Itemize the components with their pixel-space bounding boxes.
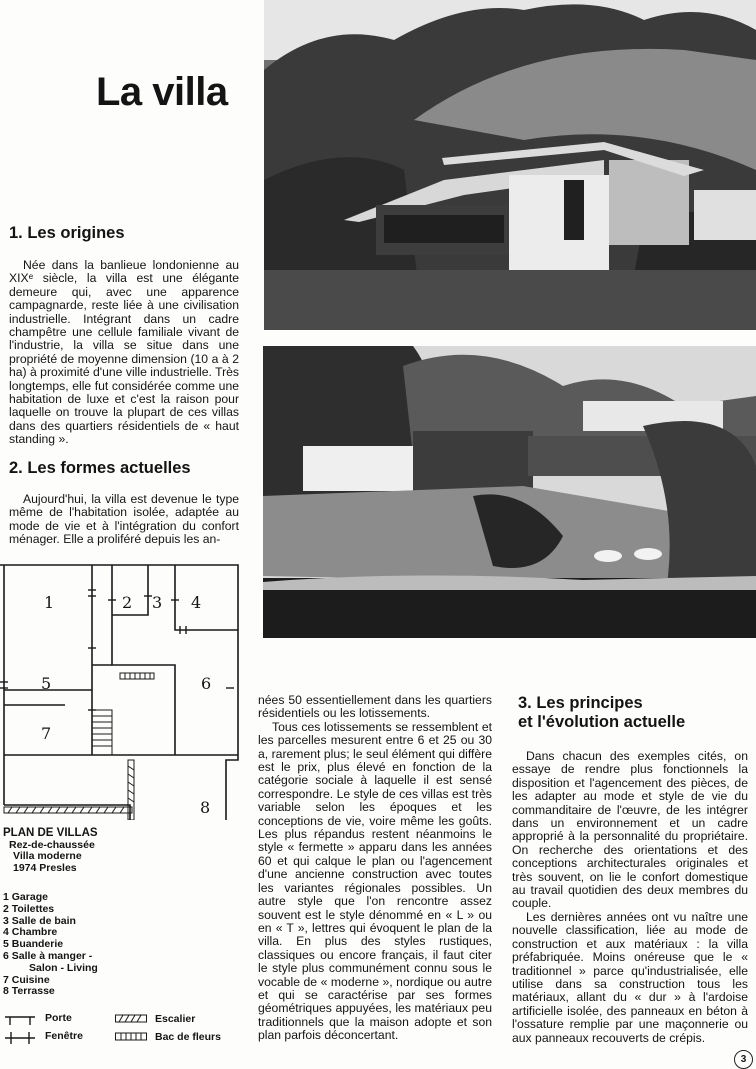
origines-paragraph: Née dans la banlieue londonienne au XIXᵉ siècle, la villa est une élégante demeure qui, avec une apparence campagnarde, reste liée à une civilisation industrielle. Intégrant dans un cadre champêtre une cellule familiale vivant de l'industrie, la villa se situe dans une propriété de moyenne dimension (10 a à 2 ha) à proximité d'une ville industrielle. Très longtemps, elle fut considérée comme une habitation de luxe et c'est la raison pour laquelle on trouve la plupart de ces villas dans des quartiers résidentiels de « haut standing ». xyxy=(9,258,239,447)
formes-paragraph-start: Aujourd'hui, la villa est devenue le type même de l'habitation isolée, adaptée au mode de vie et à l'intégration du confort ménager. Elle a proliféré depuis les an- xyxy=(9,492,239,547)
section-formes-heading: 2. Les formes actuelles xyxy=(9,459,191,477)
legend-room: 8 Terrasse xyxy=(3,985,55,998)
plan-caption-type: Villa moderne xyxy=(13,850,82,862)
principes-paragraph-1: Dans chacun des exemples cités, on essaye de rendre plus fonctionnels la disposition et l'agencement des pièces, de les adapter au mode et style de vie du commanditaire de l'œuvre, de les intégrer dans un environnement et un cadre approprié à la personnalité du propriétaire. On recherche des orientations et des conceptions architecturales originales et très souvent, on lie le confort domestique au travail quotidien des deux membres du couple. xyxy=(512,749,748,911)
room-number-7: 7 xyxy=(41,724,52,743)
plan-room-legend xyxy=(3,892,133,998)
section-origines-text xyxy=(9,259,239,447)
plan-caption-level: Rez-de-chaussée xyxy=(9,838,95,851)
room-number-6: 6 xyxy=(201,674,212,693)
photo-hillside-villa xyxy=(264,0,756,330)
legend-fenetre-label: Fenêtre xyxy=(45,1030,83,1042)
room-number-4: 4 xyxy=(191,593,202,612)
legend-bac-label: Bac de fleurs xyxy=(155,1031,221,1043)
legend-room: 2 Toilettes xyxy=(3,902,55,915)
plan-symbol-legend xyxy=(3,1012,243,1062)
plan-caption xyxy=(3,828,123,874)
page-number: 3 xyxy=(734,1050,753,1069)
room-number-5: 5 xyxy=(41,674,52,693)
legend-escalier-label: Escalier xyxy=(155,1013,196,1025)
room-number-3: 3 xyxy=(152,593,163,612)
section-formes-text-start xyxy=(9,493,239,547)
flower-box-symbol-icon xyxy=(115,1032,147,1042)
floor-plan xyxy=(0,560,244,1066)
formes-paragraph-2: Tous ces lotissements se ressemblent et les parcelles mesurent entre 6 et 25 ou 30 a, rarement plus; le seul élément qui diffère est le prix, plus élevé en fonction de la catégorie sociale à laquelle il est sensé correspondre. Le style de ces villas est très variable selon les époques et les conceptions de vie, voire même les goûts. Les plus répandus restent néanmoins le style « fermette » apparu dans les années 60 et qui calque le plan ou l'agencement d'une ancienne construction avec toutes les variantes régionales possibles. Un autre style que l'on rencontre assez souvent est le style dénommé en « L » ou en « T », lettres qui évoquent le plan de la villa. En plus des styles rustiques, classiques ou encore français, il faut citer le style plus communément connu sous le vocable de « moderne », nordique ou autre et qui se caractérise par ses formes géométriques appuyées, les matériaux peu traditionnels que la maison adopte et son plan parfois déconcertant. xyxy=(258,719,492,1043)
legend-room: 1 Garage xyxy=(3,891,48,903)
principes-heading-line1: 3. Les principes xyxy=(518,694,643,712)
legend-room: Salon - Living xyxy=(29,961,98,974)
room-number-8: 8 xyxy=(200,798,211,817)
formes-paragraph-cont: nées 50 essentiellement dans les quartiers résidentiels ou les lotissements. xyxy=(258,693,492,721)
room-number-1: 1 xyxy=(44,593,55,612)
principes-heading-line2: et l'évolution actuelle xyxy=(518,713,686,731)
legend-room: 5 Buanderie xyxy=(3,938,64,951)
room-number-2: 2 xyxy=(122,593,133,612)
window-symbol-icon xyxy=(5,1032,35,1044)
section-principes-heading xyxy=(518,694,685,732)
plan-caption-place: 1974 Presles xyxy=(13,861,77,874)
section-origines-heading: 1. Les origines xyxy=(9,224,125,242)
section-principes-text xyxy=(512,750,748,1045)
plan-caption-title: PLAN DE VILLAS xyxy=(3,827,98,839)
legend-porte-label: Porte xyxy=(45,1012,72,1024)
photo-garden-villa xyxy=(263,346,756,638)
principes-paragraph-2: Les dernières années ont vu naître une nouvelle classification, liée au mode de construction et aux matériaux : la villa préfabriquée. Moins onéreuse que le « traditionnel » parce qu'industrialisée, elle utilise dans sa construction tous les matériaux, allant du « dur » à l'ardoise artificielle isolée, des panneaux en béton à l'ossature remplie par une maçonnerie ou aux panneaux recouverts de crépis. xyxy=(512,909,748,1045)
legend-room: 7 Cuisine xyxy=(3,973,50,986)
legend-room: 6 Salle à manger - xyxy=(3,949,93,962)
door-symbol-icon xyxy=(5,1014,35,1026)
page-title: La villa xyxy=(96,70,228,114)
legend-room: 3 Salle de bain xyxy=(3,914,76,927)
legend-room: 4 Chambre xyxy=(3,926,58,939)
stairs-symbol-icon xyxy=(115,1014,147,1024)
section-formes-text-cont xyxy=(258,694,492,1043)
